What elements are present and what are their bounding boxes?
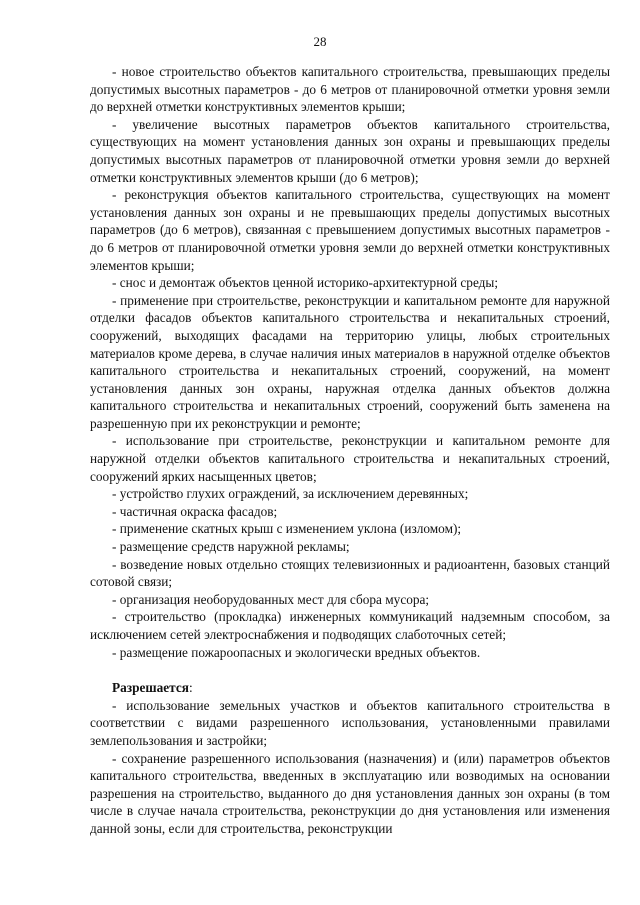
prohibited-item: - строительство (прокладка) инженерных коммуникаций надземным способом, за исключением сетей электроснабжения и подводящих слаботочных сетей; bbox=[90, 609, 610, 642]
prohibited-item: - реконструкция объектов капитального строительства, существующих на момент установления данных зон охраны и не превышающих пределы допустимых высотных параметров (до 6 метров), связанная с превышением допустимых высотных параметров - до 6 метров от планировочной отметки уровня земли до верхней отметки конструктивных элементов крыши; bbox=[90, 187, 610, 273]
prohibited-item: - применение скатных крыш с изменением уклона (изломом); bbox=[112, 521, 462, 537]
prohibited-item: - возведение новых отдельно стоящих телевизионных и радиоантенн, базовых станций сотовой связи; bbox=[90, 556, 610, 590]
allowed-heading-colon: : bbox=[188, 680, 193, 696]
prohibited-item: - устройство глухих ограждений, за исключением деревянных; bbox=[112, 486, 469, 502]
allowed-heading bbox=[90, 679, 610, 697]
page-number: 28 bbox=[313, 34, 327, 49]
prohibited-item: - увеличение высотных параметров объектов капитального строительства, существующих на момент установления данных зон охраны и превышающих пределы допустимых высотных параметров от планировочной отметки уровня земли до верхней отметки конструктивных элементов крыши (до 6 метров); bbox=[90, 116, 610, 185]
prohibited-item: - применение при строительстве, реконструкции и капитальном ремонте для наружной отделки фасадов объектов капитального строительства и некапитальных строений, сооружений, выходящих фасадами на территорию улицы, любых строительных материалов кроме дерева, в случае наличия иных материалов в наружной отделке объектов капитального строительства и некапитальных строений, сооружений, на момент установления данных зон охраны, наружная отделка данных объектов должна капитального строительства и некапитальных строений, сооружений быть заменена на разрешенную при их реконструкции и ремонте; bbox=[90, 292, 610, 431]
prohibited-item: - новое строительство объектов капитального строительства, превышающих пределы допустимых высотных параметров - до 6 метров от планировочной отметки уровня земли до верхней отметки конструктивных элементов крыши; bbox=[90, 64, 610, 115]
allowed-heading-text: Разрешается bbox=[112, 680, 189, 696]
prohibited-item: - размещение пожароопасных и экологически вредных объектов. bbox=[112, 644, 481, 660]
allowed-item: - использование земельных участков и объектов капитального строительства в соответствии с видами разрешенного использования, установленными правилами землепользования и застройки; bbox=[90, 697, 610, 748]
prohibited-item: - использование при строительстве, реконструкции и капитальном ремонте для наружной отделки объектов капитального строительства и некапитальных строений, сооружений ярких насыщенных цветов; bbox=[90, 433, 610, 484]
prohibited-item: - размещение средств наружной рекламы; bbox=[112, 539, 350, 555]
prohibited-item: - организация необорудованных мест для сбора мусора; bbox=[112, 591, 430, 607]
prohibited-item: - снос и демонтаж объектов ценной историко-архитектурной среды; bbox=[112, 275, 499, 291]
allowed-item: - сохранение разрешенного использования (назначения) и (или) параметров объектов капитального строительства, введенных в эксплуатацию или возводимых на основании разрешения на строительство, выданного до дня установления данных зон охраны (в том числе в случае начала строительства, реконструкции до дня установления или изменения данной зоны, если для строительства, реконструкции bbox=[90, 750, 610, 836]
document-body bbox=[90, 63, 610, 838]
prohibited-item: - частичная окраска фасадов; bbox=[112, 503, 278, 519]
